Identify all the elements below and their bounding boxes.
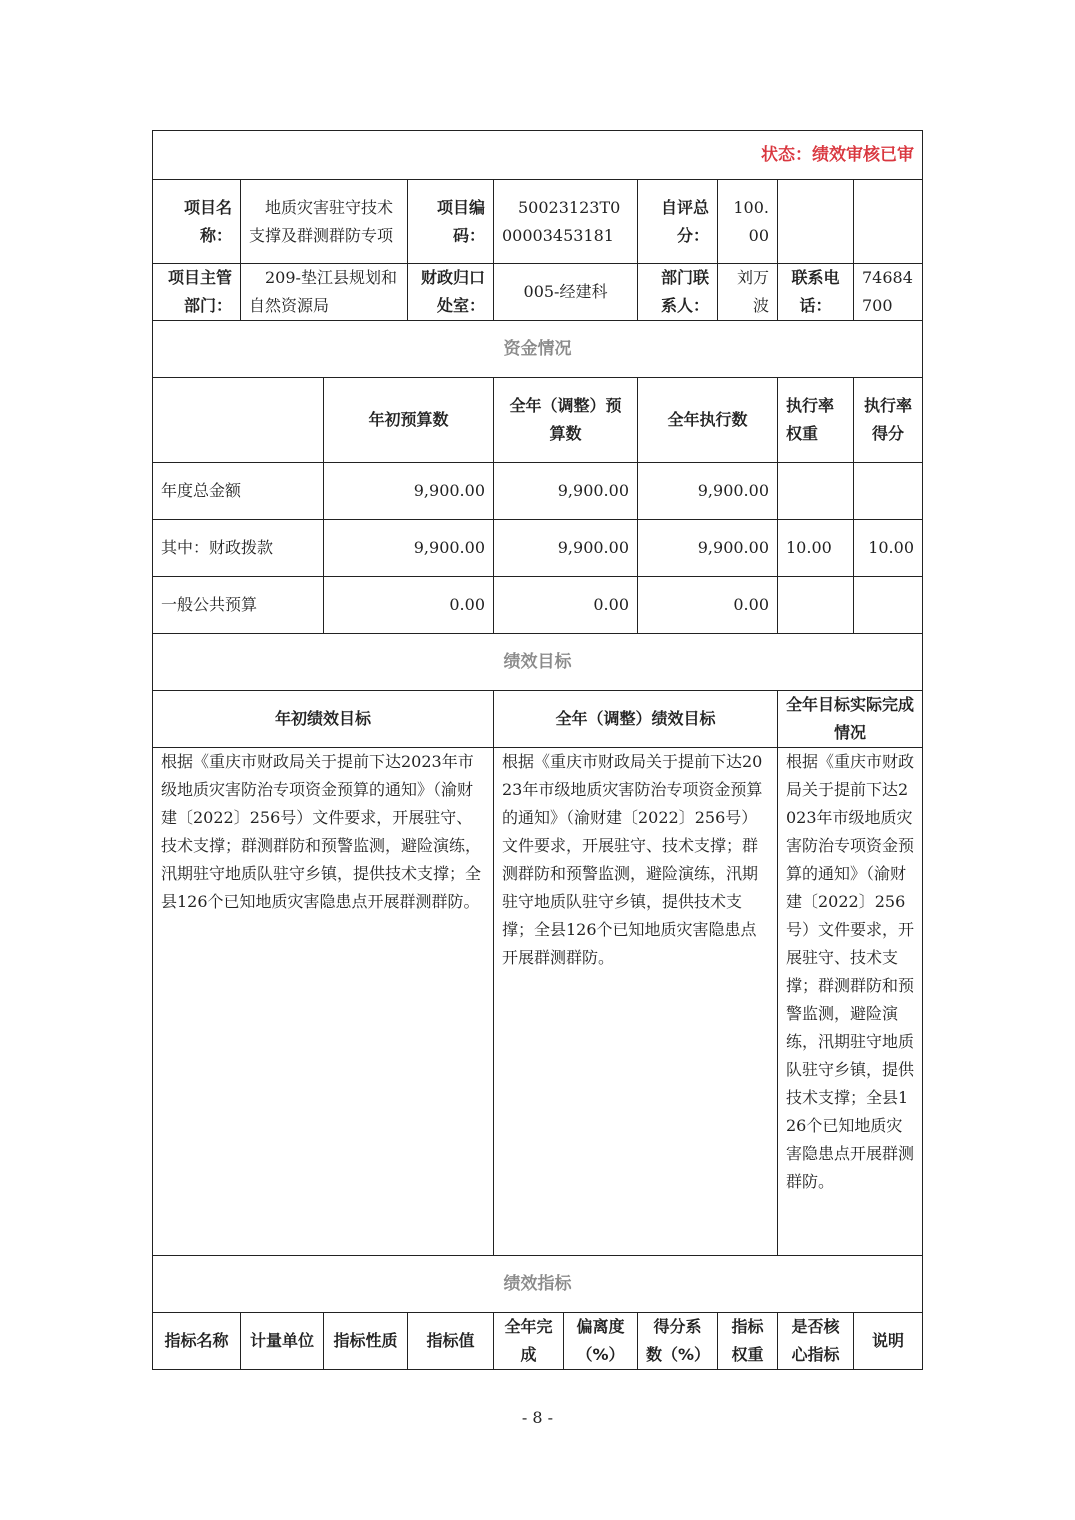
funds-adjusted: 0.00 bbox=[494, 577, 638, 634]
indicator-header-completion: 全年完成 bbox=[494, 1313, 564, 1370]
status-badge: 状态：绩效审核已审 bbox=[761, 145, 914, 165]
funds-weight bbox=[778, 463, 854, 520]
funds-header-blank bbox=[153, 378, 324, 463]
indicator-header-nature: 指标性质 bbox=[324, 1313, 408, 1370]
funds-header-adjusted: 全年（调整）预算数 bbox=[494, 378, 638, 463]
funds-adjusted: 9,900.00 bbox=[494, 463, 638, 520]
indicator-header-value: 指标值 bbox=[408, 1313, 494, 1370]
funds-executed: 0.00 bbox=[638, 577, 778, 634]
project-code-value: 50023123T000003453181 bbox=[494, 180, 638, 264]
funds-executed: 9,900.00 bbox=[638, 520, 778, 577]
dept-label: 项目主管部门： bbox=[153, 264, 241, 321]
indicator-header-deviation: 偏离度（%） bbox=[564, 1313, 638, 1370]
empty-cell bbox=[854, 180, 923, 264]
goals-header-initial: 年初绩效目标 bbox=[153, 691, 494, 748]
funds-row bbox=[153, 463, 923, 520]
page-number: - 8 - bbox=[521, 1408, 554, 1427]
funds-adjusted: 9,900.00 bbox=[494, 520, 638, 577]
contact-label: 部门联系人： bbox=[638, 264, 718, 321]
funds-row-label: 年度总金额 bbox=[153, 463, 324, 520]
funds-row bbox=[153, 520, 923, 577]
funds-score: 10.00 bbox=[854, 520, 923, 577]
status-cell bbox=[153, 131, 923, 180]
goals-actual-text: 根据《重庆市财政局关于提前下达2023年市级地质灾害防治专项资金预算的通知》（渝财建〔2022〕256号）文件要求，开展驻守、技术支撑；群测群防和预警监测，避险演练，汛期驻守地质队驻守乡镇，提供技术支撑；全县126个已知地质灾害隐患点开展群测群防。 bbox=[778, 748, 923, 1256]
evaluation-table bbox=[152, 130, 923, 1370]
goals-initial-text: 根据《重庆市财政局关于提前下达2023年市级地质灾害防治专项资金预算的通知》（渝财建〔2022〕256号）文件要求，开展驻守、技术支撑；群测群防和预警监测，避险演练，汛期驻守地质队驻守乡镇，提供技术支撑；全县126个已知地质灾害隐患点开展群测群防。 bbox=[153, 748, 494, 1256]
funds-initial: 9,900.00 bbox=[324, 520, 494, 577]
finance-office-label: 财政归口处室： bbox=[408, 264, 494, 321]
indicator-header-unit: 计量单位 bbox=[241, 1313, 324, 1370]
goals-adjusted-text: 根据《重庆市财政局关于提前下达2023年市级地质灾害防治专项资金预算的通知》（渝财建〔2022〕256号）文件要求，开展驻守、技术支撑；群测群防和预警监测，避险演练，汛期驻守地质队驻守乡镇，提供技术支撑；全县126个已知地质灾害隐患点开展群测群防。 bbox=[494, 748, 778, 1256]
indicator-header-coefficient: 得分系数（%） bbox=[638, 1313, 718, 1370]
funds-initial: 9,900.00 bbox=[324, 463, 494, 520]
project-name-label: 项目名称： bbox=[153, 180, 241, 264]
funds-weight: 10.00 bbox=[778, 520, 854, 577]
funds-score bbox=[854, 463, 923, 520]
funds-row bbox=[153, 577, 923, 634]
empty-cell bbox=[778, 180, 854, 264]
funds-row-label: 其中：财政拨款 bbox=[153, 520, 324, 577]
dept-value: 209-垫江县规划和自然资源局 bbox=[241, 264, 408, 321]
funds-score bbox=[854, 577, 923, 634]
score-value: 100.00 bbox=[718, 180, 778, 264]
funds-header-weight: 执行率权重 bbox=[778, 378, 854, 463]
indicator-header-core: 是否核心指标 bbox=[778, 1313, 854, 1370]
funds-header-score: 执行率得分 bbox=[854, 378, 923, 463]
indicators-section-title: 绩效指标 bbox=[153, 1256, 923, 1313]
indicator-header-name: 指标名称 bbox=[153, 1313, 241, 1370]
finance-office-value: 005-经建科 bbox=[494, 264, 638, 321]
funds-row-label: 一般公共预算 bbox=[153, 577, 324, 634]
goals-section-title: 绩效目标 bbox=[153, 634, 923, 691]
goals-header-actual: 全年目标实际完成情况 bbox=[778, 691, 923, 748]
funds-weight bbox=[778, 577, 854, 634]
performance-evaluation-sheet bbox=[152, 130, 922, 1370]
funds-header-initial: 年初预算数 bbox=[324, 378, 494, 463]
phone-label: 联系电话： bbox=[778, 264, 854, 321]
funds-section-title: 资金情况 bbox=[153, 321, 923, 378]
phone-value: 74684700 bbox=[854, 264, 923, 321]
funds-executed: 9,900.00 bbox=[638, 463, 778, 520]
goals-header-adjusted: 全年（调整）绩效目标 bbox=[494, 691, 778, 748]
funds-header-executed: 全年执行数 bbox=[638, 378, 778, 463]
indicator-header-note: 说明 bbox=[854, 1313, 923, 1370]
score-label: 自评总分： bbox=[638, 180, 718, 264]
project-name-value: 地质灾害驻守技术支撑及群测群防专项 bbox=[241, 180, 408, 264]
funds-initial: 0.00 bbox=[324, 577, 494, 634]
project-code-label: 项目编码： bbox=[408, 180, 494, 264]
indicator-header-weight: 指标权重 bbox=[718, 1313, 778, 1370]
contact-value: 刘万波 bbox=[718, 264, 778, 321]
